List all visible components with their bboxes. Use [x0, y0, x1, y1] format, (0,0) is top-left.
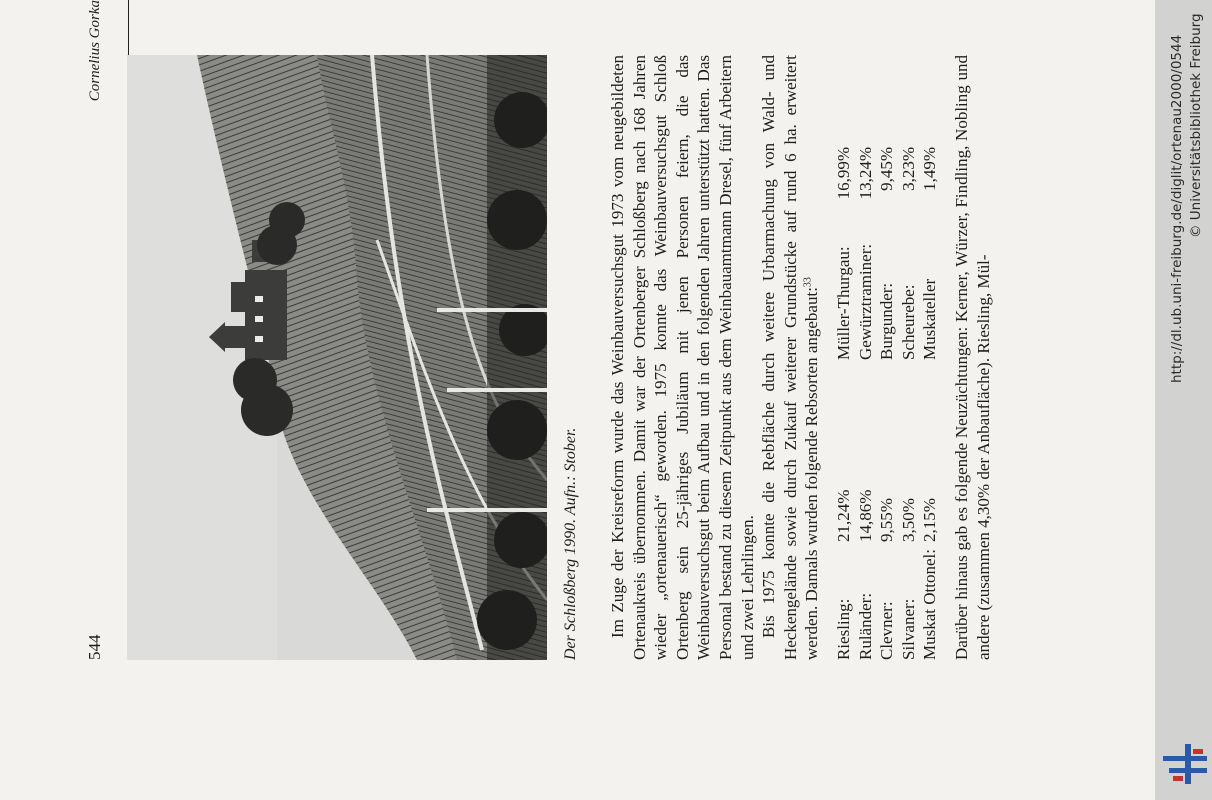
grape-row	[919, 147, 941, 360]
grape-name: Clevner:	[877, 601, 897, 660]
grape-column-left	[833, 360, 941, 660]
author-name: Cornelius Gorka	[87, 0, 103, 102]
grape-percent: 16,99%	[833, 147, 853, 200]
grape-percent: 9,45%	[877, 147, 897, 191]
document-url-link[interactable]: http://dl.ub.uni-freiburg.de/diglit/ortenau2000/0544	[1169, 34, 1185, 383]
library-strip	[1155, 0, 1212, 800]
footnote-ref: 33	[802, 277, 814, 288]
ub-freiburg-logo-icon	[1163, 744, 1207, 784]
grape-row	[898, 147, 920, 360]
grape-row	[919, 360, 941, 660]
grape-percent: 14,86%	[855, 489, 875, 542]
article-body	[607, 55, 994, 660]
grape-percent: 13,24%	[855, 147, 875, 200]
book-page	[30, 0, 1170, 660]
grape-row	[855, 360, 877, 660]
grape-column-right	[833, 147, 941, 360]
paragraph-1: Im Zuge der Kreisreform wurde das Weinbauversuchsgut 1973 vom neugebildeten Ortenaukreis übernommen. Damit war der Ortenberger Schloßberg nach 168 Jahren wieder „ortenauerisch“ geworden. 1975 konnte das Weinbauversuchsgut Schloß Ortenberg sein 25-jähriges Jubiläum mit jenen Personen feiern, die das Weinbauversuchsgut beim Aufbau und in den folgenden Jahren unterstützt hatten. Das Personal bestand zu diesem Zeitpunkt aus dem Weinbauamtmann Dresel, fünf Arbeitern und zwei Lehrlingen.	[608, 55, 757, 660]
page-number: 544	[85, 634, 104, 660]
grape-name: Ruländer:	[855, 592, 875, 660]
grape-name: Müller-Thurgau:	[833, 246, 853, 360]
grape-name: Gewürztraminer:	[855, 243, 875, 360]
grape-name: Burgunder:	[877, 282, 897, 360]
grape-percent: 1,49%	[920, 147, 940, 191]
grape-percent: 3,23%	[898, 147, 918, 191]
grape-name: Muskat Ottonel:	[920, 549, 940, 660]
grape-row	[876, 360, 898, 660]
grape-percent: 21,24%	[833, 489, 853, 542]
grape-name: Muskateller	[920, 278, 940, 360]
grape-row	[855, 147, 877, 360]
paragraph-3: Darüber hinaus gab es folgende Neuzüchtungen: Kerner, Würzer, Findling, Nobling und andere (zusammen 4,30% der Anbaufläche). Riesling, Mül-	[951, 55, 993, 660]
grape-varieties-table	[833, 55, 941, 660]
paragraph-2	[758, 55, 823, 660]
figure-caption: Der Schloßberg 1990. Aufn.: Stober.	[562, 427, 579, 660]
grape-name: Riesling:	[833, 598, 853, 660]
grape-row	[833, 147, 855, 360]
copyright-notice: © Universitätsbibliothek Freiburg	[1188, 13, 1204, 238]
running-header	[85, 0, 109, 660]
grape-percent: 9,55%	[877, 498, 897, 542]
vineyard-photo	[127, 55, 547, 660]
grape-row	[898, 360, 920, 660]
grape-row	[876, 147, 898, 360]
grape-name: Silvaner:	[898, 598, 918, 660]
paragraph-2-text: Bis 1975 konnte die Rebfläche durch weitere Urbarmachung von Wald- und Heckengelände sowie durch Zukauf weiterer Grundstücke auf rund 6 ha. erweitert werden. Damals wurden folgende Rebsorten angebaut:	[759, 55, 822, 660]
grape-row	[833, 360, 855, 660]
grape-name: Scheurebe:	[898, 284, 918, 360]
grape-percent: 3,50%	[898, 498, 918, 542]
grape-percent: 2,15%	[920, 498, 940, 542]
